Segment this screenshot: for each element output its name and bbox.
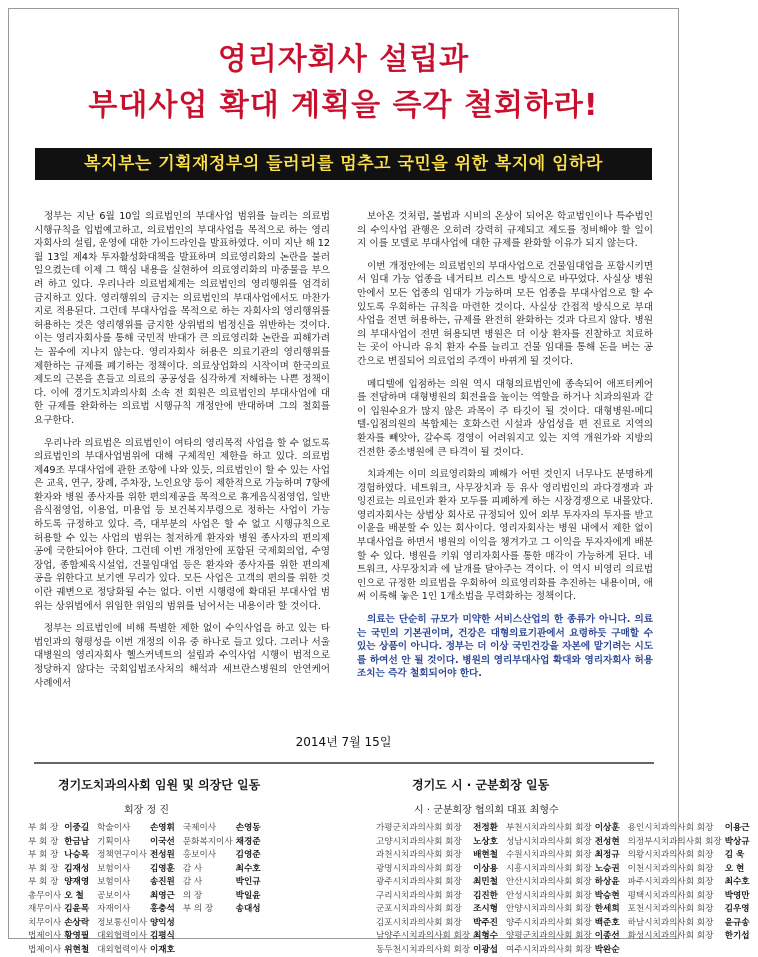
member-name: 최형수: [473, 930, 506, 944]
member-row: [28, 930, 269, 944]
member-name: 손상락: [64, 917, 97, 931]
signatories-section: [34, 762, 654, 774]
member-name: 최수호: [236, 863, 269, 877]
member-row: [28, 903, 269, 917]
member-name: 이중길: [64, 822, 97, 836]
member-role: 대외협력이사: [97, 930, 150, 944]
member-role: 구리시치과의사회 회장: [376, 890, 473, 904]
member-role: 양주시치과의사회 회장: [506, 917, 595, 931]
member-name: 노승권: [595, 863, 628, 877]
member-name: 이재호: [150, 944, 183, 957]
member-role: 법제이사: [28, 944, 64, 957]
conclusion-paragraph: 의료는 단순히 규모가 미약한 서비스산업의 한 종류가 아니다. 의료는 국민의 기본권이며, 건강은 대형의료기관에서 요령하듯 구매할 수 있는 상품이 아니다. 정부는 더 이상 국민건강을 자본에 맡기려는 시도를 하여선 안 될 것이다. 병원의 영리부대사업 확대와 영리자회사 허용조치는 즉각 철회되어야 한다.: [357, 613, 653, 681]
member-role: 부 의 장: [183, 903, 236, 917]
right-org-title: 경기도 시 · 군분회장 일동: [412, 776, 549, 793]
member-name: [725, 944, 758, 957]
member-row: [376, 863, 758, 877]
member-role: 동두천시치과의사회 회장: [376, 944, 473, 957]
member-name: 오 철: [64, 890, 97, 904]
member-name: 한기섭: [725, 930, 758, 944]
member-role: 대외협력이사: [97, 944, 150, 957]
member-name: 송대성: [236, 903, 269, 917]
member-role: 부 회 장: [28, 876, 64, 890]
member-role: 광명시치과의사회 회장: [376, 863, 473, 877]
member-name: 김진한: [473, 890, 506, 904]
member-role: 용인시치과의사회 회장: [628, 822, 725, 836]
member-name: 양익성: [150, 917, 183, 931]
member-name: 이종선: [595, 930, 628, 944]
member-name: 윤규송: [725, 917, 758, 931]
member-role: 성남시치과의사회 회장: [506, 836, 595, 850]
member-role: 부 회 장: [28, 863, 64, 877]
member-name: 홍충석: [150, 903, 183, 917]
member-role: 공보이사: [97, 890, 150, 904]
headline-line-1: 영리자회사 설립과: [0, 34, 687, 78]
headline-line-2: 부대사업 확대 계획을 즉각 철회하라!: [0, 80, 687, 124]
member-role: 안성시치과의사회 회장: [506, 890, 595, 904]
member-name: 전정환: [473, 822, 506, 836]
member-role: 군포시치과의사회 회장: [376, 903, 473, 917]
member-role: 남양주시치과의사회 회장: [376, 930, 473, 944]
statement-date: 2014년 7월 15일: [0, 733, 687, 750]
member-name: 한금남: [64, 836, 97, 850]
member-row: [376, 903, 758, 917]
member-role: 김포시치과의사회 회장: [376, 917, 473, 931]
member-row: [28, 917, 269, 931]
body-paragraph: 우리나라 의료법은 의료법인이 여타의 영리목적 사업을 할 수 없도록 의료법인의 부대사업범위에 대해 구체적인 제한을 하고 있다. 의료법 제49조 부대사업에 관한 조항에 나와 있듯, 의료법인이 할 수 있는 사업은 교육, 연구, 장례, 주차장, 노인요양 등이 제한적으로 가능하며 7항에 환자와 병원 종사자를 위한 편의제공을 목적으로 휴게음식점영업, 일반음식점영업, 이용업, 미용업 등 보건복지부령으로 정하는 사업이 가능하도록 규정하고 있다. 즉, 대부분의 사업은 할 수 없고 시행규칙으로 허용할 수 있는 사업의 범위는 철저하게 환자와 병원 종사자의 편의제공에 국한되어야 한다. 그런데 이번 개정안에 포함된 국제회의업, 수영장업, 종합체육시설업, 건물임대업 등은 환자와 종사자를 위한 편의제공을 위한다고 보기엔 무리가 있다. 모든 사업은 고객의 편의를 위한 것이란 궤변으로 정당화될 수는 없다. 이번 시행령에 확대된 부대사업 범위는 상위법에서 위임한 위임의 범위를 넘어서는 내용이라 할 것이다.: [34, 437, 330, 614]
member-name: 최정규: [595, 849, 628, 863]
member-name: [236, 930, 269, 944]
member-role: 안양시치과의사회 회장: [506, 903, 595, 917]
member-name: 이국선: [150, 836, 183, 850]
member-name: [236, 917, 269, 931]
member-name: [236, 944, 269, 957]
member-name: 전성현: [595, 836, 628, 850]
subheadline-banner: 복지부는 기획재정부의 들러리를 멈추고 국민을 위한 복지에 임하라: [35, 148, 652, 180]
member-name: 하상윤: [595, 876, 628, 890]
left-member-list: [28, 822, 269, 957]
member-role: 문화복지이사: [183, 836, 236, 850]
member-name: 김평식: [150, 930, 183, 944]
member-name: 손영휘: [150, 822, 183, 836]
member-name: 전성원: [150, 849, 183, 863]
member-name: 양재영: [64, 876, 97, 890]
member-row: [28, 863, 269, 877]
member-role: [183, 930, 236, 944]
member-row: [28, 944, 269, 957]
member-role: 고양시치과의사회 회장: [376, 836, 473, 850]
member-role: 여주시치과의사회 회장: [506, 944, 595, 957]
member-role: 하남시치과의사회 회장: [628, 917, 725, 931]
member-name: 배현철: [473, 849, 506, 863]
member-role: 광주시치과의사회 회장: [376, 876, 473, 890]
member-name: 채경준: [236, 836, 269, 850]
body-column-left: [34, 210, 330, 699]
member-role: [183, 917, 236, 931]
member-name: 박일윤: [236, 890, 269, 904]
member-name: 박인규: [236, 876, 269, 890]
member-name: 이광섭: [473, 944, 506, 957]
left-org-chair: 회장 정 진: [124, 801, 169, 816]
member-name: 손영동: [236, 822, 269, 836]
member-role: 의정부시치과의사회 회장: [628, 836, 725, 850]
body-paragraph: 정부는 지난 6월 10일 의료법인의 부대사업 범위를 늘리는 의료법 시행규칙을 입법예고하고, 의료법인의 부대사업을 목적으로 하는 영리자회사의 설립, 운영에 대한 가이드라인을 발표하였다. 이미 지난 해 12월 13일 제4차 투자활성화대책을 발표하며 의료영리화의 논란을 불러 일으켰는데 이제 그 핵심 내용을 실현하여 의료영리화의 마중물을 부으려 하고 있다. 우리나라 의료법체계는 의료법인의 영리행위를 엄격히 금지하고 있다. 영리행위의 금지는 의료법인의 부대사업에서도 마찬가지로 적용된다. 그런데 부대사업을 목적으로 하는 자회사의 영리행위를 허용하는 것은 영리행위를 금지한 상위법의 법정신을 위반하는 것이다. 이는 영리자회사를 통해 국민적 반대가 큰 의료영리화 논란을 피해가려는 꼼수에 지나지 않는다. 영리자회사 허용은 의료기관의 영리행위를 제한하는 규제를 폐기하는 정책이다. 의료상업화의 시작이며 한국의료제도의 근본을 흔들고 의료의 공공성을 심각하게 저해하는 나쁜 정책이다. 이에 경기도치과의사회 소속 전 회원은 의료법인의 부대사업에 대한 규제를 완화하는 의료법 시행규칙 개정안에 반대하며 그의 철회를 요구한다.: [34, 210, 330, 428]
member-row: [28, 890, 269, 904]
left-org-title: 경기도치과의사회 임원 및 의장단 일동: [58, 776, 260, 793]
member-role: [628, 944, 725, 957]
member-role: 국제이사: [183, 822, 236, 836]
member-name: 한세희: [595, 903, 628, 917]
body-paragraph: 정부는 의료법인에 비해 특별한 제한 없이 수익사업을 하고 있는 타법인과의 형평성을 이번 개정의 이유 중 하나로 들고 있다. 그러나 서울대병원의 영리자회사 헬스커넥트의 설립과 수익사업 시행이 법적으로 정당하지 않다는 국회입법조사처의 해석과 세브란스병원의 안연케어 사례에서: [34, 622, 330, 690]
member-row: [376, 930, 758, 944]
member-name: 이상훈: [595, 822, 628, 836]
member-role: 시흥시치과의사회 회장: [506, 863, 595, 877]
member-row: [376, 890, 758, 904]
member-name: 박승현: [595, 890, 628, 904]
member-row: [376, 917, 758, 931]
member-name: 박주진: [473, 917, 506, 931]
member-name: 나승목: [64, 849, 97, 863]
member-row: [28, 849, 269, 863]
member-role: 재무이사: [28, 903, 64, 917]
member-role: 안산시치과의사회 회장: [506, 876, 595, 890]
body-paragraph: 메디텔에 입점하는 의원 역시 대형의료법인에 종속되어 애프터케어를 전담하며 대형병원의 회전율을 높이는 역할을 하거나 치과의원과 같이 입원수요가 많지 않은 과목이 주 타깃이 될 것이다. 대형병원-메디텔-입점의원의 복합체는 호화스런 시설과 상업성을 편 진료로 지역의 환자를 빼앗아, 갈수록 경영이 어려워지고 있는 지역 개원가와 지방의 건전한 중소병원에 큰 타격이 될 것이다.: [357, 378, 653, 460]
member-role: 의 장: [183, 890, 236, 904]
member-role: 평택시치과의사회 회장: [628, 890, 725, 904]
member-name: 김 욱: [725, 849, 758, 863]
right-member-list: [376, 822, 758, 957]
member-name: 박상규: [725, 836, 758, 850]
member-row: [28, 876, 269, 890]
member-name: 송진원: [150, 876, 183, 890]
member-name: 김영훈: [150, 863, 183, 877]
member-row: [376, 876, 758, 890]
member-row: [28, 836, 269, 850]
member-name: 황영필: [64, 930, 97, 944]
member-role: 법제이사: [28, 930, 64, 944]
member-role: 의왕시치과의사회 회장: [628, 849, 725, 863]
right-org-chair: 시 · 군분회장 협의회 대표 최형수: [414, 801, 559, 816]
member-name: 오 현: [725, 863, 758, 877]
member-role: 기획이사: [97, 836, 150, 850]
member-name: 이상용: [473, 863, 506, 877]
member-role: 감 사: [183, 876, 236, 890]
member-name: 김영준: [236, 849, 269, 863]
member-name: 박완순: [595, 944, 628, 957]
member-role: 보험이사: [97, 863, 150, 877]
member-role: 보험이사: [97, 876, 150, 890]
member-role: 부천시치과의사회 회장: [506, 822, 595, 836]
member-name: 김재성: [64, 863, 97, 877]
member-name: 백준호: [595, 917, 628, 931]
member-role: 정책연구이사: [97, 849, 150, 863]
member-role: 과천시치과의사회 회장: [376, 849, 473, 863]
member-role: 이천시치과의사회 회장: [628, 863, 725, 877]
member-role: 정보통신이사: [97, 917, 150, 931]
member-role: 감 사: [183, 863, 236, 877]
member-role: 부 회 장: [28, 822, 64, 836]
member-role: 수원시치과의사회 회장: [506, 849, 595, 863]
member-role: 양평군치과의사회 회장: [506, 930, 595, 944]
member-role: 홍보이사: [183, 849, 236, 863]
body-paragraph: 치과계는 이미 의료영리화의 폐해가 어떤 것인지 너무나도 분명하게 경험하였다. 네트워크, 사무장치과 등 유사 영리법인의 과다경쟁과 과잉진료는 의료인과 환자 모두를 피폐하게 하는 시장경쟁으로 내몰았다. 영리자회사는 상법상 회사로 규정되어 있어 외부 투자자의 투자를 받고 이윤을 배분할 수 있는 회사이다. 영리자회사는 병원 내에서 제한 없이 부대사업을 하면서 병원의 이익을 챙겨가고 그 이익을 투자자에게 배분할 수 있다. 병원을 키워 영리자회사를 통한 매각이 가능하게 된다. 네트워크, 사무장치과 에 날개를 달아주는 격이다. 이 역시 비영리 의료법인으로 규정한 의료법을 우회하여 의료영리화를 추진하는 내용이며, 애써 이룩해 놓은 1인 1개소법을 무력화하는 정책이다.: [357, 468, 653, 604]
member-role: 화성시치과의사회 회장: [628, 930, 725, 944]
member-role: 부 회 장: [28, 836, 64, 850]
member-role: 포천시치과의사회 회장: [628, 903, 725, 917]
member-role: 자재이사: [97, 903, 150, 917]
member-name: 최민철: [473, 876, 506, 890]
member-row: [376, 849, 758, 863]
member-role: 부 회 장: [28, 849, 64, 863]
body-paragraph: 이번 개정안에는 의료법인의 부대사업으로 건물임대업을 포함시키면서 임대 가능 업종을 네거티브 리스트 방식으로 바꾸었다. 사실상 병원 안에서 모든 업종의 임대가 가능하며 모든 업종을 부대사업으로 할 수 있도록 우회하는 규칙을 마련한 것이다. 사실상 간접적 방식으로 부대사업을 전면 허용하는, 규제를 완전히 완화하는 것과 다르지 않다. 병원의 부대사업이 전면 허용되면 병원은 더 이상 환자를 진찰하고 치료하는 곳이 아니라 유치 환자 수를 늘리고 건물 임대를 통해 돈을 버는 공간으로 변질되어 의료업의 주객이 바뀌게 될 것이다.: [357, 260, 653, 369]
member-row: [376, 822, 758, 836]
member-name: 조시형: [473, 903, 506, 917]
member-name: 김우영: [725, 903, 758, 917]
member-name: 위현철: [64, 944, 97, 957]
member-row: [28, 822, 269, 836]
member-name: 이용근: [725, 822, 758, 836]
member-row: [376, 944, 758, 957]
member-name: 김윤목: [64, 903, 97, 917]
member-name: 노상호: [473, 836, 506, 850]
body-paragraph: 보아온 것처럼, 불법과 시비의 온상이 되어온 학교법인이나 특수법인의 수익사업 관행은 오히려 강력히 규제되고 제도를 정비해야 할 일이지 이를 모델로 부대사업에 대한 규제를 완화할 이유가 되지 않는다.: [357, 210, 653, 251]
member-name: 박영만: [725, 890, 758, 904]
member-role: 학술이사: [97, 822, 150, 836]
body-column-right: [357, 210, 653, 690]
member-role: [183, 944, 236, 957]
member-role: 치무이사: [28, 917, 64, 931]
member-name: 최수호: [725, 876, 758, 890]
member-row: [376, 836, 758, 850]
member-role: 총무이사: [28, 890, 64, 904]
member-role: 파주시치과의사회 회장: [628, 876, 725, 890]
member-role: 가평군치과의사회 회장: [376, 822, 473, 836]
member-name: 최영근: [150, 890, 183, 904]
